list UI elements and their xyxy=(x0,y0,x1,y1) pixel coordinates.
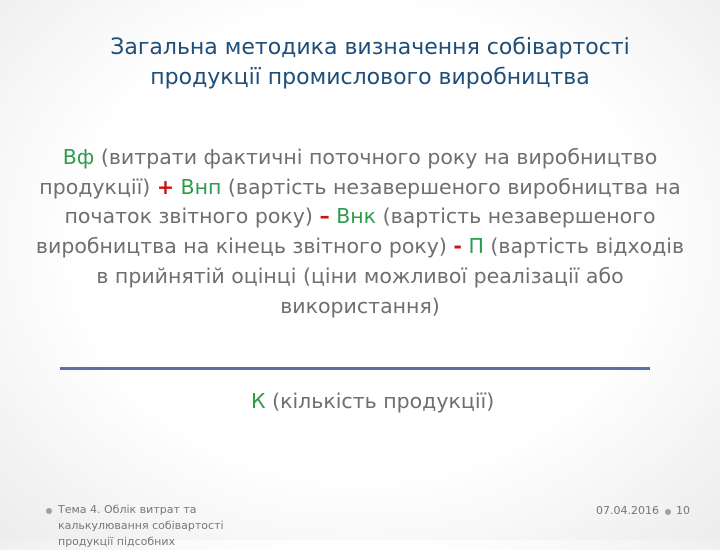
slide-title-line-1: Загальна методика визначення собівартості xyxy=(110,35,630,60)
term-vnp-description: (вартість незавершеного виробництва на початок звітного року) xyxy=(64,174,681,229)
operator-minus-2: - xyxy=(453,234,462,259)
term-vnp: Внп xyxy=(174,174,222,199)
term-p: П xyxy=(461,234,484,259)
term-vnk: Внк xyxy=(329,204,377,229)
footer-topic xyxy=(46,502,256,548)
term-vf-description: (витрати фактичні поточного року на виробництво продукції) xyxy=(39,145,658,199)
operator-minus-1: – xyxy=(319,204,330,229)
fraction-divider xyxy=(60,367,650,370)
footer-separator-icon xyxy=(665,509,671,515)
term-k-description: (кількість продукції) xyxy=(265,389,495,413)
term-vf: Вф xyxy=(62,145,95,169)
operator-plus: + xyxy=(156,174,174,199)
term-k: К xyxy=(251,389,266,413)
page-number: 10 xyxy=(676,504,690,517)
term-p-description: (вартість відходів в прийнятій оцінці (ціни можливої реалізації або використання) xyxy=(96,234,685,318)
formula-denominator xyxy=(0,387,720,415)
formula-numerator xyxy=(30,143,690,321)
footer-topic-text: Тема 4. Облік витрат та калькулювання собівартості продукції підсобних xyxy=(58,503,224,548)
slide-title-line-2: продукції промислового виробництва xyxy=(150,65,590,90)
footer-date: 07.04.2016 xyxy=(596,504,659,517)
footer-bullet-icon xyxy=(46,508,52,514)
slide-title xyxy=(60,33,680,93)
term-vnk-description: (вартість незавершеного виробництва на кінець звітного року) xyxy=(35,204,656,259)
